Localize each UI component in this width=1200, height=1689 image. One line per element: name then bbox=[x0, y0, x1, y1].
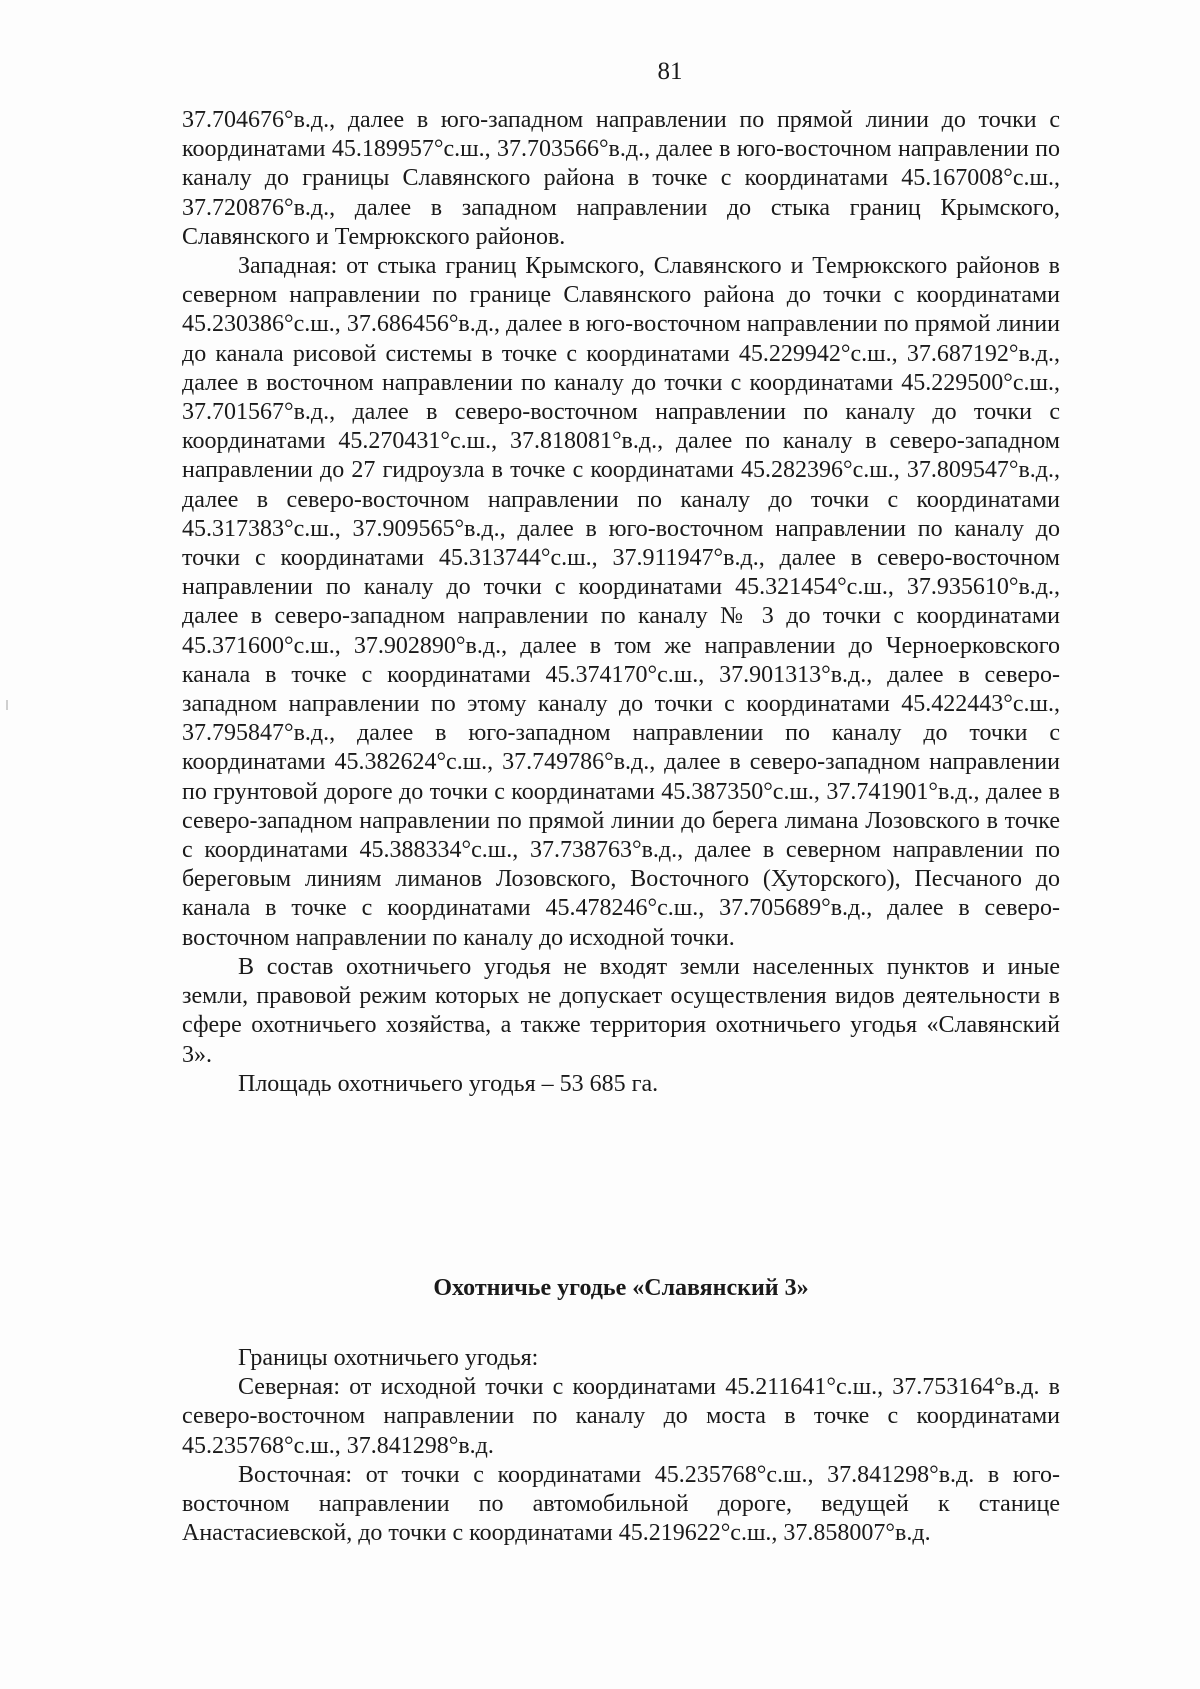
paragraph-east-boundary: Восточная: от точки с координатами 45.235768°с.ш., 37.841298°в.д. в юго-восточном направлении по автомобильной дороге, ведущей к станице Анастасиевской, до точки с координатами 45.219622°с.ш., 37.858007°в.д. bbox=[182, 1461, 1060, 1547]
document-body-top bbox=[182, 106, 1060, 1099]
scan-artifact bbox=[6, 700, 8, 710]
section-title: Охотничье угодье «Славянский 3» bbox=[433, 1275, 809, 1301]
paragraph-area: Площадь охотничьего угодья – 53 685 га. bbox=[238, 1070, 659, 1097]
paragraph-west-boundary: Западная: от стыка границ Крымского, Славянского и Темрюкского районов в северном направлении по границе Славянского района до точки с координатами 45.230386°с.ш., 37.686456°в.д., далее в юго-восточном направлении по прямой линии до канала рисовой системы в точке с координатами 45.229942°с.ш., 37.687192°в.д., далее в восточном направлении по каналу до точки с координатами 45.229500°с.ш., 37.701567°в.д., далее в северо-восточном направлении по каналу до точки с координатами 45.270431°с.ш., 37.818081°в.д., далее по каналу в северо-западном направлении до 27 гидроузла в точке с координатами 45.282396°с.ш., 37.809547°в.д., далее в северо-восточном направлении по каналу до точки с координатами 45.317383°с.ш., 37.909565°в.д., далее в юго-восточном направлении по каналу до точки с координатами 45.313744°с.ш., 37.911947°в.д., далее в северо-восточном направлении по каналу до точки с координатами 45.321454°с.ш., 37.935610°в.д., далее в северо-западном направлении по каналу № 3 до точки с координатами 45.371600°с.ш., 37.902890°в.д., далее в том же направлении до Черноерковского канала в точке с координатами 45.374170°с.ш., 37.901313°в.д., далее в северо-западном направлении по этому каналу до точки с координатами 45.422443°с.ш., 37.795847°в.д., далее в юго-западном направлении по каналу до точки с координатами 45.382624°с.ш., 37.749786°в.д., далее в северо-западном направлении по грунтовой дороге до точки с координатами 45.387350°с.ш., 37.741901°в.д., далее в северо-западном направлении по прямой линии до берега лимана Лозовского в точке с координатами 45.388334°с.ш., 37.738763°в.д., далее в северном направлении по береговым линиям лиманов Лозовского, Восточного (Хуторского), Песчаного до канала в точке с координатами 45.478246°с.ш., 37.705689°в.д., далее в северо-восточном направлении по каналу до исходной точки. bbox=[182, 253, 1060, 951]
paragraph-exclusions: В состав охотничьего угодья не входят земли населенных пунктов и иные земли, правовой режим которых не допускает осуществления видов деятельности в сфере охотничьего хозяйства, а также территория охотничьего угодья «Славянский 3». bbox=[182, 953, 1060, 1068]
paragraph-boundaries-heading: Границы охотничьего угодья: bbox=[238, 1345, 539, 1371]
page-number: 81 bbox=[657, 58, 683, 85]
paragraph-boundary-continuation: 37.704676°в.д., далее в юго-западном направлении по прямой линии до точки с координатами 45.189957°с.ш., 37.703566°в.д., далее в юго-восточном направлении по каналу до границы Славянского района в точке с координатами 45.167008°с.ш., 37.720876°в.д., далее в западном направлении до стыка границ Крымского, Славянского и Темрюкского районов. bbox=[182, 107, 1060, 250]
paragraph-north-boundary: Северная: от исходной точки с координатами 45.211641°с.ш., 37.753164°в.д. в северо-восточном направлении по каналу до моста в точке с координатами 45.235768°с.ш., 37.841298°в.д. bbox=[182, 1374, 1060, 1459]
document-body-bottom bbox=[182, 1344, 1060, 1548]
